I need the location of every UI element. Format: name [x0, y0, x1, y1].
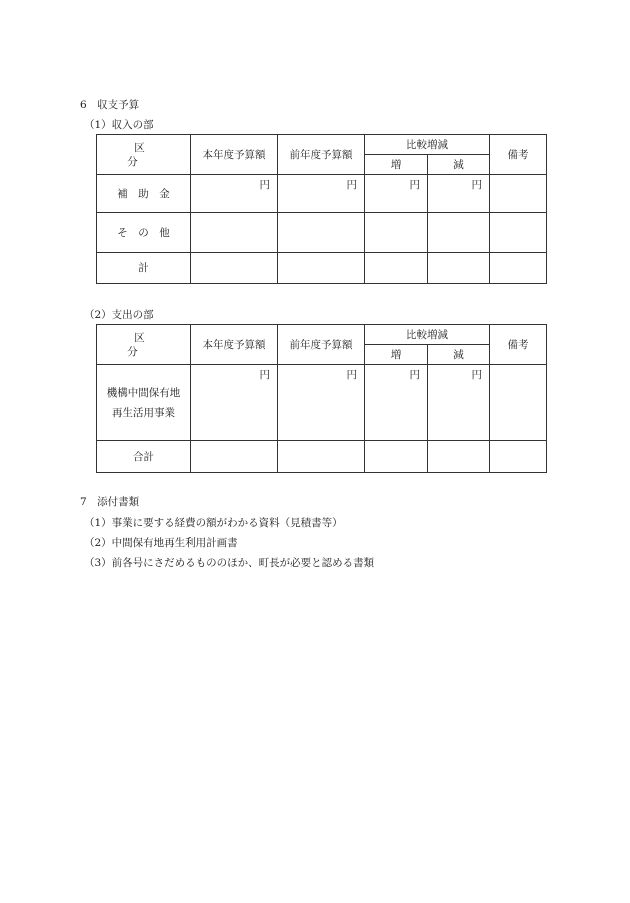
cell-decrease: 円: [428, 365, 490, 441]
section-6-heading: 6 収支予算: [80, 99, 140, 111]
cell-decrease: 円: [428, 175, 490, 213]
row-label: 補 助 金: [97, 175, 191, 213]
cell-previous: [278, 441, 365, 473]
expense-table: [96, 324, 547, 473]
table-row: [97, 253, 547, 284]
header-comparison: 比較増減: [365, 325, 490, 345]
header-category: 区 分: [97, 325, 191, 365]
table-row: [97, 365, 547, 441]
cell-current: 円: [191, 175, 278, 213]
header-previous-budget: 前年度予算額: [278, 135, 365, 175]
cell-remarks: [490, 175, 547, 213]
header-increase: 増: [365, 155, 428, 175]
cell-previous: 円: [278, 175, 365, 213]
cell-increase: 円: [365, 175, 428, 213]
cell-previous: 円: [278, 365, 365, 441]
header-comparison: 比較増減: [365, 135, 490, 155]
cell-decrease: [428, 213, 490, 253]
header-previous-budget: 前年度予算額: [278, 325, 365, 365]
cell-remarks: [490, 253, 547, 284]
header-decrease: 減: [428, 345, 490, 365]
header-current-budget: 本年度予算額: [191, 135, 278, 175]
table-row: [97, 175, 547, 213]
attachment-item-2: （2）中間保有地再生利用計画書: [84, 537, 238, 549]
attachment-item-3: （3）前各号にさだめるもののほか、町長が必要と認める書類: [84, 557, 375, 569]
table-row: [97, 213, 547, 253]
cell-increase: [365, 441, 428, 473]
row-label-total: 合計: [97, 441, 191, 473]
row-label-line2: 再生活用事業: [112, 406, 175, 419]
cell-increase: [365, 213, 428, 253]
header-current-budget: 本年度予算額: [191, 325, 278, 365]
header-decrease: 減: [428, 155, 490, 175]
row-label-line1: 機構中間保有地: [106, 386, 181, 399]
attachment-item-1: （1）事業に要する経費の額がわかる資料（見積書等）: [84, 517, 343, 529]
cell-current: [191, 441, 278, 473]
section-7-heading: 7 添付書類: [80, 496, 140, 508]
table-row: [97, 441, 547, 473]
row-label: そ の 他: [97, 213, 191, 253]
cell-current: [191, 213, 278, 253]
header-increase: 増: [365, 345, 428, 365]
header-category: 区 分: [97, 135, 191, 175]
income-caption: （1）収入の部: [84, 119, 154, 131]
cell-previous: [278, 213, 365, 253]
header-remarks: 備考: [490, 135, 547, 175]
cell-previous: [278, 253, 365, 284]
cell-remarks: [490, 365, 547, 441]
cell-decrease: [428, 441, 490, 473]
cell-increase: [365, 253, 428, 284]
cell-current: 円: [191, 365, 278, 441]
expense-caption: （2）支出の部: [84, 309, 154, 321]
cell-increase: 円: [365, 365, 428, 441]
row-label-total: 計: [97, 253, 191, 284]
header-remarks: 備考: [490, 325, 547, 365]
income-table: [96, 134, 547, 284]
cell-remarks: [490, 213, 547, 253]
cell-remarks: [490, 441, 547, 473]
cell-current: [191, 253, 278, 284]
cell-decrease: [428, 253, 490, 284]
row-label: [97, 365, 191, 441]
